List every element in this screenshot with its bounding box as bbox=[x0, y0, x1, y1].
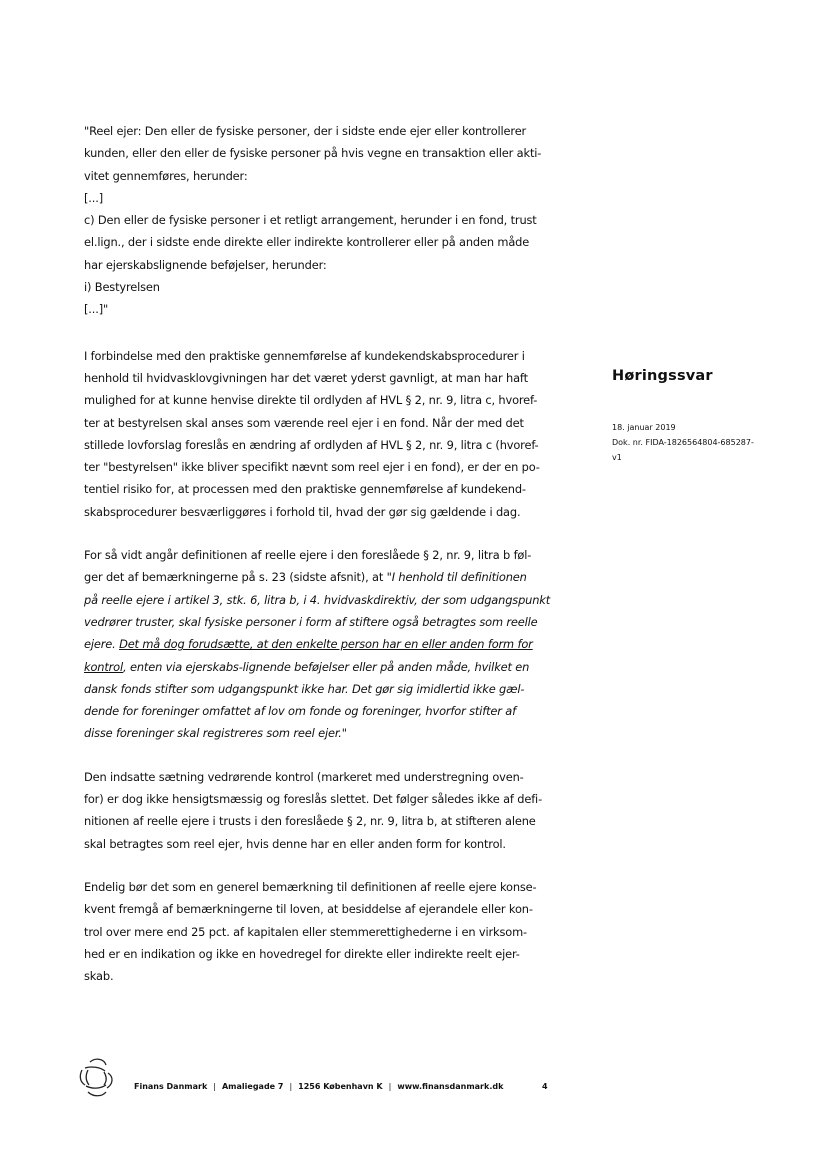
quoted-remark-line: på reelle ejere i artikel 3, stk. 6, litra b, i 4. hvidvaskdirektiv, der som udgangspunkt bbox=[84, 592, 551, 607]
paragraph-line: ter "bestyrelsen" ikke bliver specifikt nævnt som reel ejer i en fond), er der en po- bbox=[84, 460, 540, 475]
quote-line: el.lign., der i sidste ende direkte eller indirekte kontrollerer eller på anden måde bbox=[84, 235, 530, 250]
page-footer bbox=[76, 1056, 556, 1100]
paragraph-line: skal betragtes som reel ejer, hvis denne har en eller anden form for kontrol. bbox=[84, 836, 506, 851]
paragraph-line: henhold til hvidvasklovgivningen har det været yderst gavnligt, at man har haft bbox=[84, 370, 528, 385]
quoted-remark: ejere. bbox=[84, 637, 120, 652]
paragraph-line: For så vidt angår definitionen af reelle ejere i den foreslåede § 2, nr. 9, litra b føl- bbox=[84, 548, 532, 563]
paragraph-4 bbox=[84, 876, 556, 987]
quote-line: i) Bestyrelsen bbox=[84, 280, 160, 295]
paragraph-line: I forbindelse med den praktiske gennemførelse af kundekendskabsprocedurer i bbox=[84, 348, 525, 363]
footer-separator: | bbox=[388, 1082, 392, 1091]
quoted-remark: , enten via ejerskabs-lignende beføjelser eller på anden måde, hvilket en bbox=[123, 659, 530, 674]
underlined-sentence: kontrol bbox=[84, 659, 124, 674]
paragraph-line: Den indsatte sætning vedrørende kontrol (markeret med understregning oven- bbox=[84, 769, 524, 784]
paragraph-line: kvent fremgå af bemærkningerne til loven, at besiddelse af ejerandele eller kon- bbox=[84, 902, 533, 917]
footer-separator: | bbox=[289, 1082, 293, 1091]
quote-line: vitet gennemføres, herunder: bbox=[84, 168, 248, 183]
paragraph-line: Endelig bør det som en generel bemærkning til definitionen af reelle ejere konse- bbox=[84, 879, 537, 894]
footer-address: Amaliegade 7 bbox=[221, 1082, 284, 1091]
main-text-column bbox=[84, 120, 556, 987]
paragraph-line: trol over mere end 25 pct. af kapitalen eller stemmerettighederne i en virksom- bbox=[84, 924, 527, 939]
footer-city: 1256 København K bbox=[298, 1082, 383, 1091]
quote-line: har ejerskabslignende beføjelser, herunder: bbox=[84, 257, 327, 272]
footer-separator: | bbox=[213, 1082, 216, 1091]
paragraph-line bbox=[84, 566, 556, 588]
paragraph-line: skab. bbox=[84, 969, 114, 984]
paragraph-line: ter at bestyrelsen skal anses som værende reel ejer i en fond. Når der med det bbox=[84, 415, 524, 430]
footer-org: Finans Danmark bbox=[134, 1082, 208, 1091]
paragraph-line: skabsprocedurer besværliggøres i forhold til, hvad der gør sig gældende i dag. bbox=[84, 504, 521, 519]
document-date: 18. januar 2019 bbox=[612, 423, 676, 432]
document-version: v1 bbox=[612, 453, 622, 462]
paragraph-line: for) er dog ikke hensigtsmæssig og foreslås slettet. Det følger således ikke af defi- bbox=[84, 792, 543, 807]
paragraph-3 bbox=[84, 766, 556, 855]
quote-line: [...]" bbox=[84, 302, 109, 317]
paragraph-line: tentiel risiko for, at processen med den praktiske gennemførelse af kundekend- bbox=[84, 482, 526, 497]
paragraph-1 bbox=[84, 345, 556, 523]
quote-line: c) Den eller de fysiske personer i et retligt arrangement, herunder i en fond, trust bbox=[84, 213, 537, 228]
quote-line: [...] bbox=[84, 190, 104, 205]
paragraph-line: nitionen af reelle ejere i trusts i den foreslåede § 2, nr. 9, litra b, at stifteren alene bbox=[84, 814, 536, 829]
document-type-title: Høringssvar bbox=[612, 368, 713, 384]
quote-block bbox=[84, 120, 556, 321]
footer-website: www.finansdanmark.dk bbox=[397, 1082, 504, 1091]
document-number: Dok. nr. FIDA-1826564804-685287- bbox=[612, 438, 754, 447]
quoted-remark-line: dansk fonds stifter som udgangspunkt ikke har. Det gør sig imidlertid ikke gæl- bbox=[84, 681, 525, 696]
quoted-remark: "I henhold til definitionen bbox=[386, 570, 527, 585]
quoted-remark-line: vedrører truster, skal fysiske personer i form af stiftere også betragtes som reelle bbox=[84, 614, 538, 629]
quoted-remark-line bbox=[84, 633, 556, 655]
underlined-sentence: Det må dog forudsætte, at den enkelte person har en eller anden form for bbox=[119, 637, 533, 652]
paragraph-text: ger det af bemærkningerne på s. 23 (sidste afsnit), at bbox=[84, 570, 387, 585]
finans-danmark-logo-icon bbox=[76, 1056, 116, 1100]
paragraph-2 bbox=[84, 544, 556, 745]
quote-line: kunden, eller den eller de fysiske personer på hvis vegne en transaktion eller akti- bbox=[84, 146, 542, 161]
paragraph-line: mulighed for at kunne henvise direkte til ordlyden af HVL § 2, nr. 9, litra c, hvoref- bbox=[84, 393, 538, 408]
page-number: 4 bbox=[542, 1082, 548, 1091]
document-sidebar bbox=[612, 368, 802, 465]
paragraph-line: stillede lovforslag foreslås en ændring af ordlyden af HVL § 2, nr. 9, litra c (hvoref- bbox=[84, 437, 539, 452]
quoted-remark-line: dende for foreninger omfattet af lov om fonde og foreninger, hvorfor stifter af bbox=[84, 704, 516, 719]
paragraph-line: hed er en indikation og ikke en hovedregel for direkte eller indirekte reelt ejer- bbox=[84, 946, 520, 961]
footer-contact-line bbox=[134, 1082, 503, 1091]
quoted-remark-line bbox=[84, 656, 556, 678]
quote-line: "Reel ejer: Den eller de fysiske personer, der i sidste ende ejer eller kontrollerer bbox=[84, 124, 527, 138]
quoted-remark-line: disse foreninger skal registreres som reel ejer." bbox=[84, 726, 347, 741]
